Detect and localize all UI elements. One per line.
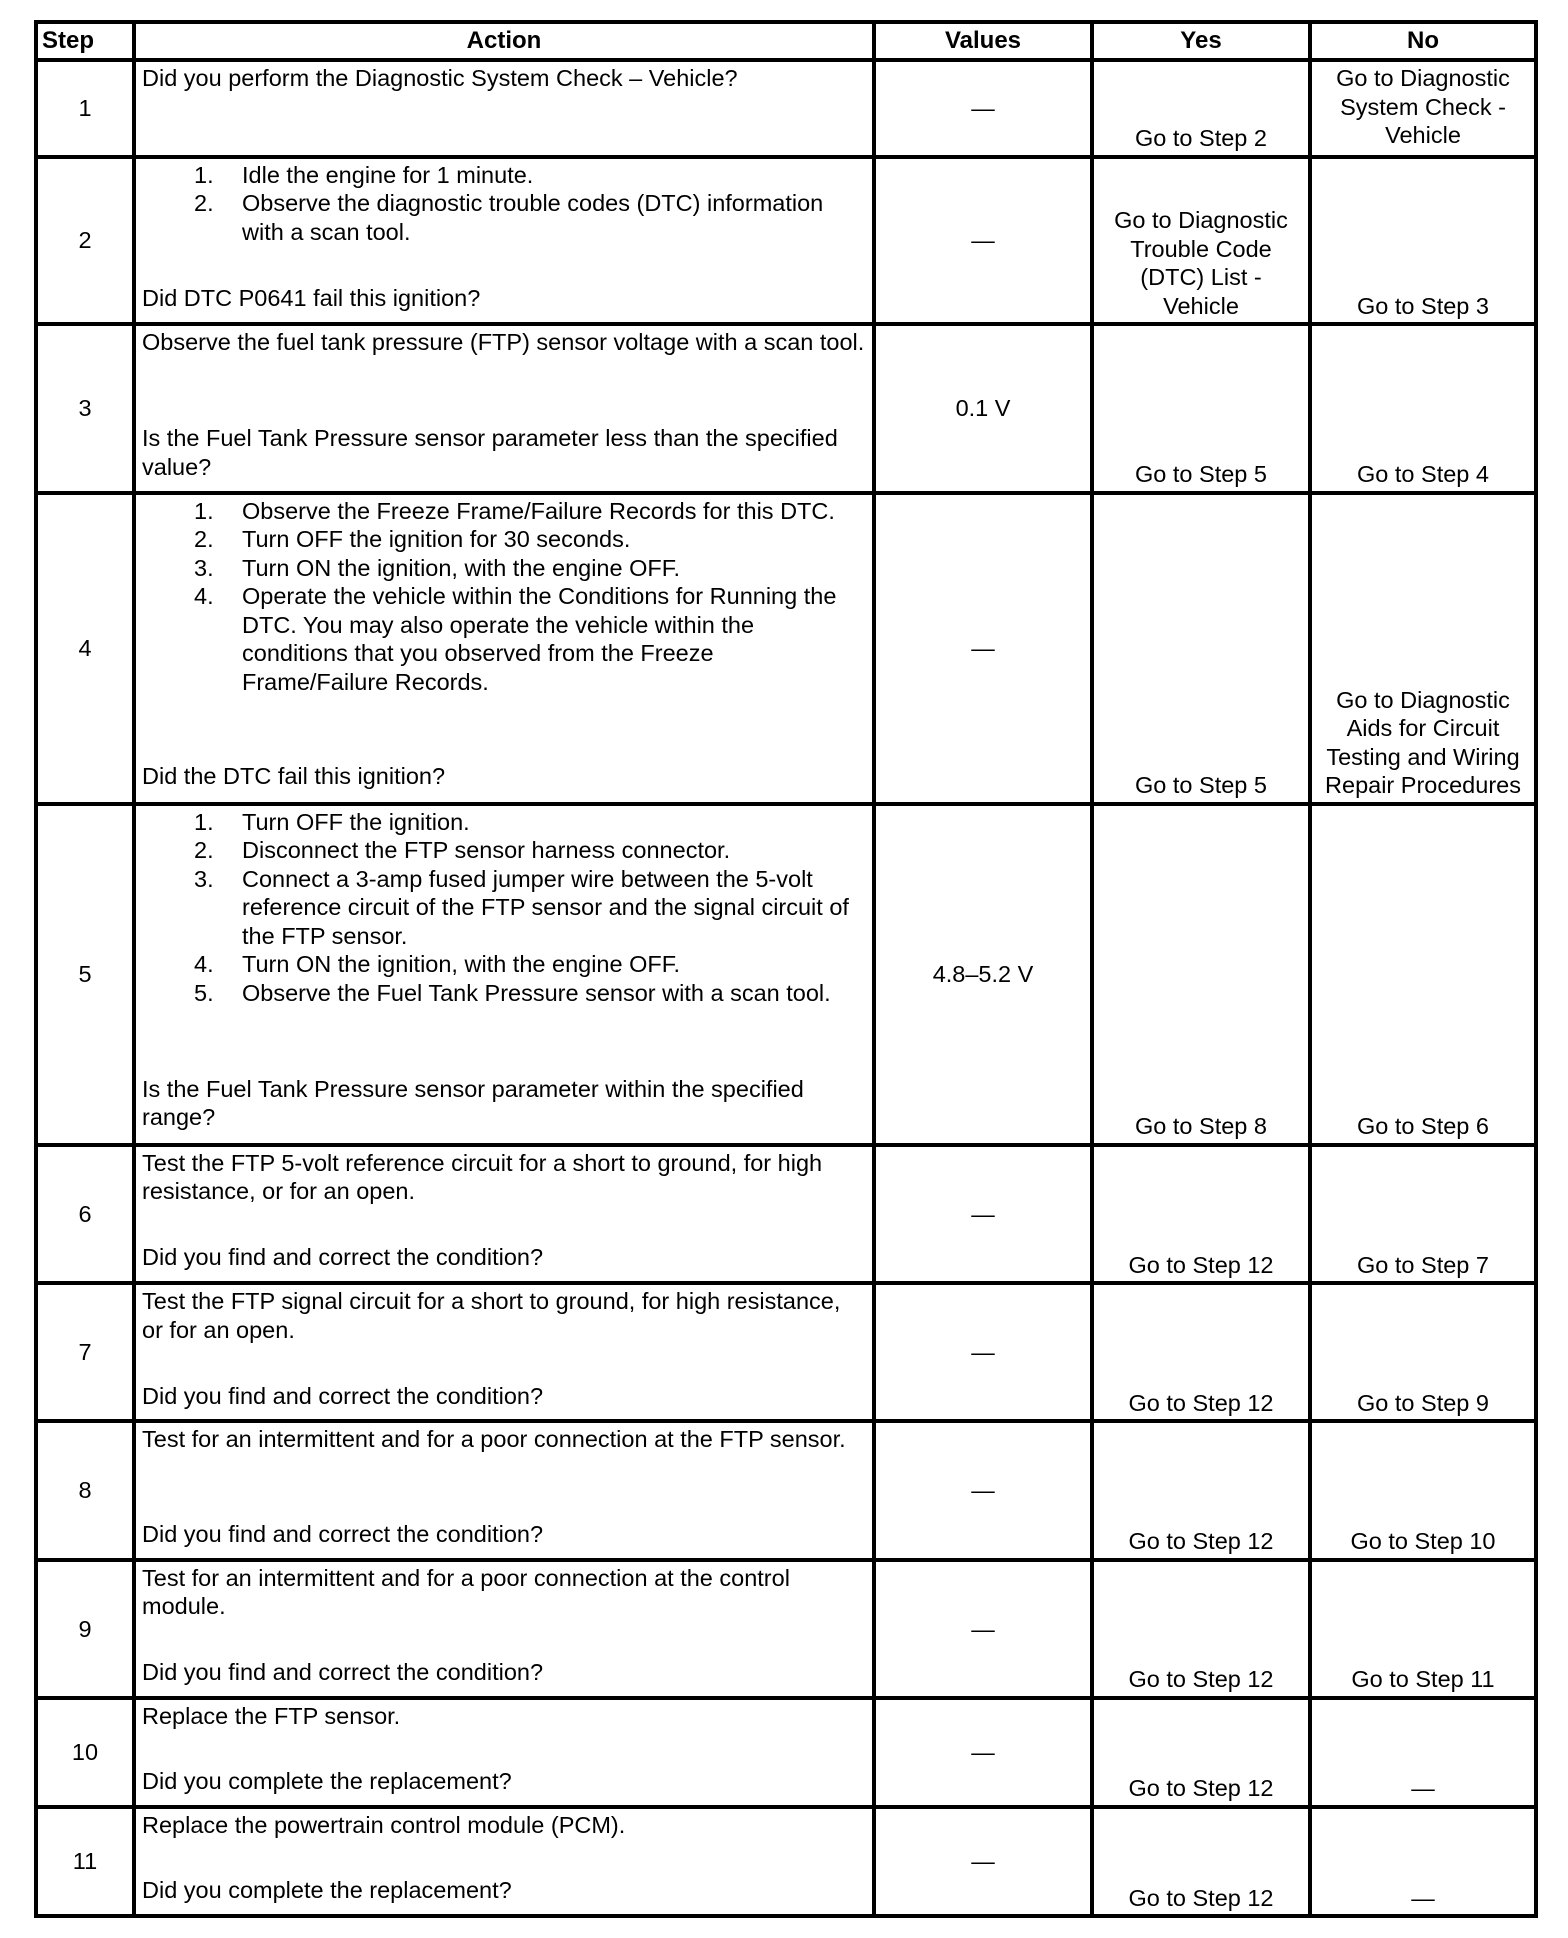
header-step: Step xyxy=(36,22,134,60)
action-substep xyxy=(142,950,866,979)
table-row xyxy=(36,804,1536,1145)
yes-cell: Go to Step 8 xyxy=(1092,804,1310,1145)
action-question: Did you complete the replacement? xyxy=(142,1877,512,1904)
action-instruction: Replace the powertrain control module (PCM). xyxy=(142,1811,626,1838)
no-cell: Go to Step 7 xyxy=(1310,1145,1536,1283)
no-cell: — xyxy=(1310,1698,1536,1807)
table-row xyxy=(36,493,1536,804)
step-number: 3 xyxy=(36,324,134,493)
table-row xyxy=(36,1560,1536,1698)
step-number: 2 xyxy=(36,157,134,325)
action-cell xyxy=(134,1807,874,1916)
action-cell xyxy=(134,493,874,804)
action-question: Is the Fuel Tank Pressure sensor parameter less than the specified value? xyxy=(142,425,838,480)
action-question: Did DTC P0641 fail this ignition? xyxy=(142,285,481,312)
action-top xyxy=(142,497,866,697)
action-content xyxy=(142,1564,866,1687)
no-cell: Go to Step 9 xyxy=(1310,1283,1536,1421)
step-number: 4 xyxy=(36,493,134,804)
substep-number: 1. xyxy=(194,808,214,835)
substep-text: Connect a 3-amp fused jumper wire between the 5-volt reference circuit of the FTP sensor and the signal circuit of the FTP sensor. xyxy=(242,865,849,949)
action-instruction: Observe the fuel tank pressure (FTP) sensor voltage with a scan tool. xyxy=(142,329,865,356)
table-row xyxy=(36,1421,1536,1559)
step-number: 11 xyxy=(36,1807,134,1916)
action-content xyxy=(142,1149,866,1272)
action-substep xyxy=(142,554,866,583)
substep-number: 1. xyxy=(194,161,214,188)
yes-cell: Go to Step 12 xyxy=(1092,1560,1310,1698)
action-top xyxy=(142,1702,866,1731)
action-question: Did you find and correct the condition? xyxy=(142,1244,544,1271)
substep-text: Turn OFF the ignition for 30 seconds. xyxy=(242,526,631,553)
action-cell xyxy=(134,1145,874,1283)
action-question: Did you find and correct the condition? xyxy=(142,1659,544,1686)
action-top xyxy=(142,1287,866,1344)
action-substeps xyxy=(142,497,866,697)
action-cell xyxy=(134,804,874,1145)
step-number: 1 xyxy=(36,60,134,157)
values-cell: — xyxy=(874,157,1092,325)
table-body xyxy=(36,60,1536,1916)
action-substeps xyxy=(142,161,866,247)
values-cell: 4.8–5.2 V xyxy=(874,804,1092,1145)
action-instruction: Test the FTP 5-volt reference circuit for a short to ground, for high resistance, or for an open. xyxy=(142,1149,823,1205)
substep-number: 2. xyxy=(194,526,214,553)
no-cell: Go to Diagnostic System Check - Vehicle xyxy=(1310,60,1536,157)
action-content xyxy=(142,1425,866,1548)
table-header-row xyxy=(36,22,1536,60)
no-cell: Go to Step 4 xyxy=(1310,324,1536,493)
action-substep xyxy=(142,979,866,1008)
yes-cell: Go to Step 5 xyxy=(1092,493,1310,804)
substep-number: 3. xyxy=(194,865,214,892)
action-top xyxy=(142,1425,866,1454)
action-instruction: Test for an intermittent and for a poor connection at the FTP sensor. xyxy=(142,1426,846,1453)
action-instruction: Test for an intermittent and for a poor connection at the control module. xyxy=(142,1564,790,1620)
substep-text: Idle the engine for 1 minute. xyxy=(242,161,534,188)
action-substep xyxy=(142,161,866,190)
action-instruction: Did you perform the Diagnostic System Check – Vehicle? xyxy=(142,65,738,91)
substep-text: Turn OFF the ignition. xyxy=(242,808,470,835)
header-no: No xyxy=(1310,22,1536,60)
table-row xyxy=(36,1807,1536,1916)
action-instruction: Test the FTP signal circuit for a short to ground, for high resistance, or for an open. xyxy=(142,1288,841,1343)
yes-cell: Go to Step 12 xyxy=(1092,1807,1310,1916)
no-cell: Go to Step 10 xyxy=(1310,1421,1536,1559)
action-substep xyxy=(142,497,866,526)
yes-cell: Go to Step 12 xyxy=(1092,1145,1310,1283)
yes-cell: Go to Step 12 xyxy=(1092,1421,1310,1559)
action-instruction: Replace the FTP sensor. xyxy=(142,1702,401,1729)
action-top xyxy=(142,808,866,1008)
action-question: Did you find and correct the condition? xyxy=(142,1382,544,1409)
action-top xyxy=(142,328,866,357)
table-row xyxy=(36,1283,1536,1421)
action-top xyxy=(142,1149,866,1206)
action-substep xyxy=(142,836,866,865)
substep-number: 1. xyxy=(194,497,214,524)
values-cell: — xyxy=(874,1145,1092,1283)
action-cell xyxy=(134,1283,874,1421)
action-substep xyxy=(142,582,866,696)
action-top xyxy=(142,64,866,93)
action-content xyxy=(142,497,866,791)
substep-text: Observe the diagnostic trouble codes (DTC) information with a scan tool. xyxy=(242,190,824,245)
step-number: 6 xyxy=(36,1145,134,1283)
no-cell: Go to Step 3 xyxy=(1310,157,1536,325)
table-row xyxy=(36,60,1536,157)
header-action: Action xyxy=(134,22,874,60)
values-cell: — xyxy=(874,60,1092,157)
values-cell: 0.1 V xyxy=(874,324,1092,493)
action-question: Did you complete the replacement? xyxy=(142,1768,512,1795)
no-cell: Go to Diagnostic Aids for Circuit Testing and Wiring Repair Procedures xyxy=(1310,493,1536,804)
action-cell xyxy=(134,324,874,493)
action-top xyxy=(142,161,866,247)
action-question: Did the DTC fail this ignition? xyxy=(142,763,446,790)
action-content xyxy=(142,328,866,481)
action-substep xyxy=(142,189,866,246)
yes-cell: Go to Step 12 xyxy=(1092,1283,1310,1421)
action-content xyxy=(142,161,866,313)
action-content xyxy=(142,808,866,1132)
action-cell xyxy=(134,60,874,157)
table-row xyxy=(36,157,1536,325)
action-question: Is the Fuel Tank Pressure sensor parameter within the specified range? xyxy=(142,1075,804,1131)
substep-number: 2. xyxy=(194,190,214,217)
values-cell: — xyxy=(874,1560,1092,1698)
step-number: 8 xyxy=(36,1421,134,1559)
header-values: Values xyxy=(874,22,1092,60)
action-cell xyxy=(134,1698,874,1807)
values-cell: — xyxy=(874,1807,1092,1916)
step-number: 9 xyxy=(36,1560,134,1698)
step-number: 10 xyxy=(36,1698,134,1807)
table-row xyxy=(36,324,1536,493)
action-cell xyxy=(134,1421,874,1559)
action-content xyxy=(142,1287,866,1410)
substep-text: Observe the Freeze Frame/Failure Records for this DTC. xyxy=(242,497,835,524)
no-cell: — xyxy=(1310,1807,1536,1916)
substep-text: Observe the Fuel Tank Pressure sensor with a scan tool. xyxy=(242,979,831,1006)
table-row xyxy=(36,1145,1536,1283)
substep-text: Operate the vehicle within the Conditions for Running the DTC. You may also operate the vehicle within the conditions that you observed from the Freeze Frame/Failure Records. xyxy=(242,583,837,695)
no-cell: Go to Step 11 xyxy=(1310,1560,1536,1698)
table-row xyxy=(36,1698,1536,1807)
action-question: Did you find and correct the condition? xyxy=(142,1520,544,1547)
substep-number: 2. xyxy=(194,837,214,864)
values-cell: — xyxy=(874,493,1092,804)
substep-text: Disconnect the FTP sensor harness connector. xyxy=(242,837,731,864)
no-cell: Go to Step 6 xyxy=(1310,804,1536,1145)
action-top xyxy=(142,1811,866,1840)
action-content xyxy=(142,64,866,146)
substep-number: 4. xyxy=(194,951,214,978)
action-cell xyxy=(134,157,874,325)
yes-cell: Go to Step 12 xyxy=(1092,1698,1310,1807)
step-number: 7 xyxy=(36,1283,134,1421)
yes-cell: Go to Diagnostic Trouble Code (DTC) List - Vehicle xyxy=(1092,157,1310,325)
yes-cell: Go to Step 5 xyxy=(1092,324,1310,493)
header-yes: Yes xyxy=(1092,22,1310,60)
substep-number: 3. xyxy=(194,554,214,581)
yes-cell: Go to Step 2 xyxy=(1092,60,1310,157)
values-cell: — xyxy=(874,1421,1092,1559)
action-substep xyxy=(142,525,866,554)
substep-text: Turn ON the ignition, with the engine OFF. xyxy=(242,554,681,581)
action-substep xyxy=(142,865,866,951)
action-content xyxy=(142,1811,866,1905)
step-number: 5 xyxy=(36,804,134,1145)
action-substeps xyxy=(142,808,866,1008)
substep-number: 5. xyxy=(194,979,214,1006)
values-cell: — xyxy=(874,1283,1092,1421)
action-content xyxy=(142,1702,866,1796)
diagnostic-table xyxy=(34,20,1538,1918)
substep-number: 4. xyxy=(194,583,214,610)
substep-text: Turn ON the ignition, with the engine OFF. xyxy=(242,951,681,978)
action-substep xyxy=(142,808,866,837)
values-cell: — xyxy=(874,1698,1092,1807)
action-cell xyxy=(134,1560,874,1698)
action-top xyxy=(142,1564,866,1621)
